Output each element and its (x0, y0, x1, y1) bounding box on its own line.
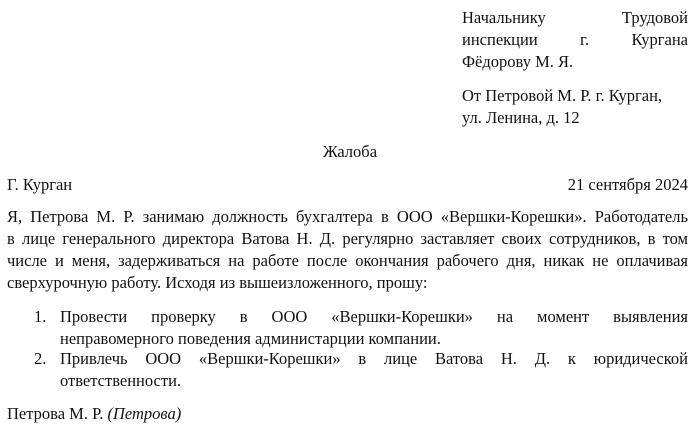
body-line-2: в лице генерального директора Ватова Н. Д. регулярно заставляет своих сотрудников, в том (7, 229, 688, 248)
request-line: неправомерного поведения администарции компании. (60, 329, 441, 348)
body-line-3: числе и меня, задерживаться на работе после окончания рабочего дня, никак не оплачивая (7, 251, 688, 270)
signature-line (7, 403, 181, 425)
request-number: 1. (34, 307, 47, 326)
document-title: Жалоба (322, 142, 378, 161)
signature-handwritten: (Петрова) (107, 404, 182, 423)
signature-name: Петрова М. Р. (7, 404, 104, 423)
addressee-line-1: Начальнику Трудовой (462, 8, 688, 27)
sender-line-2: ул. Ленина, д. 12 (462, 108, 580, 127)
date: 21 сентября 2024 (567, 175, 688, 194)
addressee-line-2: инспекции г. Кургана (462, 30, 688, 49)
body-line-4: сверхурочную работу. Исходя из вышеизложенного, прошу: (7, 273, 428, 292)
request-line: Провести проверку в ООО «Вершки-Корешки» на момент выявления (60, 307, 688, 326)
request-line: Привлечь ООО «Вершки-Корешки» в лице Ватова Н. Д. к юридической (60, 349, 688, 368)
place: Г. Курган (7, 175, 73, 194)
sender-line-1: От Петровой М. Р. г. Курган, (462, 86, 663, 105)
body-line-1: Я, Петрова М. Р. занимаю должность бухгалтера в ООО «Вершки-Корешки». Работодатель (7, 207, 688, 226)
request-number: 2. (34, 349, 47, 368)
request-line: ответственности. (60, 371, 182, 390)
addressee-line-3: Фёдорову М. Я. (462, 52, 574, 71)
